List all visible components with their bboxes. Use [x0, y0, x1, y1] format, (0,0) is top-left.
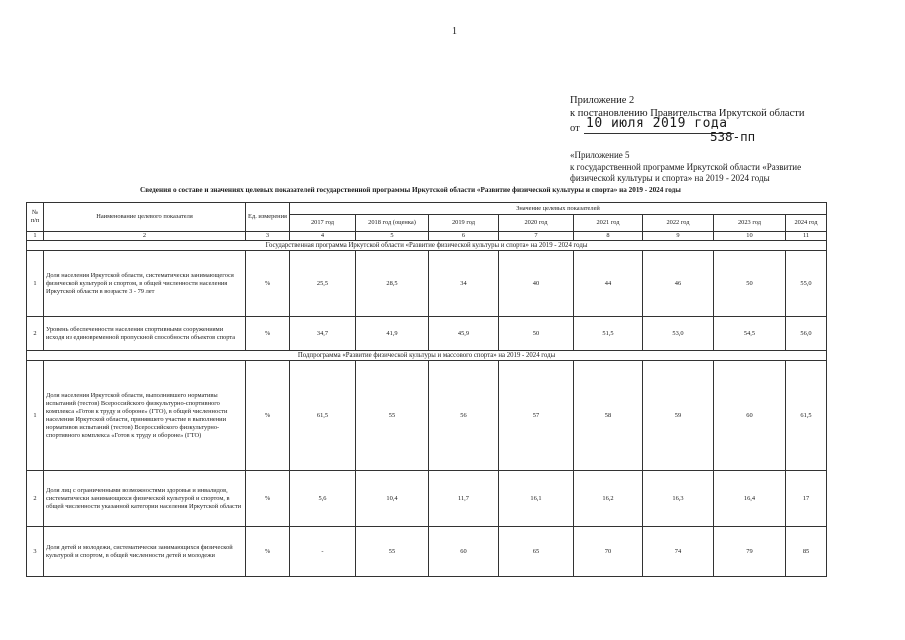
header-values-group: Значение целевых показателей	[290, 203, 827, 215]
section-title: Государственная программа Иркутской области «Развитие физической культуры и спорта» на 2019 - 2024 годы	[27, 241, 827, 251]
indicator-value: 16,1	[499, 471, 574, 527]
header-year: 2022 год	[643, 215, 714, 232]
indicator-value: 11,7	[429, 471, 499, 527]
appendix-title: Приложение 2	[570, 95, 635, 106]
indicator-name: Доля населения Иркутской области, систематически занимающегося физической культурой и спортом, в общей численности населения Иркутской области в возрасте 3 - 79 лет	[44, 251, 246, 317]
header-number: № п/п	[27, 203, 44, 232]
indicator-value: 57	[499, 361, 574, 471]
indicator-value: 60	[714, 361, 786, 471]
indicator-value: 28,5	[356, 251, 429, 317]
sub-appendix-line3: физической культуры и спорта» на 2019 - 2024 годы	[570, 173, 770, 183]
indicator-value: 40	[499, 251, 574, 317]
indicator-value: 17	[786, 471, 827, 527]
column-numbers-row	[27, 232, 827, 241]
header-year: 2019 год	[429, 215, 499, 232]
indicator-unit: %	[246, 527, 290, 577]
row-number: 1	[27, 361, 44, 471]
indicator-value: 56,0	[786, 317, 827, 351]
indicator-value: 16,4	[714, 471, 786, 527]
appendix-number-line	[570, 129, 900, 148]
indicator-name: Доля населения Иркутской области, выполнившего нормативы испытаний (тестов) Всероссийского физкультурно-спортивного комплекса «Готов к труду и обороне» (ГТО), в общей численности населения Иркутской области, принявшего участие в выполнении нормативов испытаний (тестов) Всероссийского физкультурно-спортивного комплекса «Готов к труду и обороне» (ГТО)	[44, 361, 246, 471]
header-year: 2020 год	[499, 215, 574, 232]
indicator-value: 59	[643, 361, 714, 471]
column-number: 3	[246, 232, 290, 241]
column-number: 8	[574, 232, 643, 241]
column-number: 4	[290, 232, 356, 241]
section-title: Подпрограмма «Развитие физической культуры и массового спорта» на 2019 - 2024 годы	[27, 351, 827, 361]
indicator-unit: %	[246, 317, 290, 351]
indicator-value: 25,5	[290, 251, 356, 317]
row-number: 2	[27, 317, 44, 351]
indicator-value: 61,5	[290, 361, 356, 471]
row-number: 1	[27, 251, 44, 317]
header-unit: Ед. измерения	[246, 203, 290, 232]
indicator-value: 56	[429, 361, 499, 471]
indicator-value: 34,7	[290, 317, 356, 351]
indicator-unit: %	[246, 361, 290, 471]
indicator-value: 5,6	[290, 471, 356, 527]
sub-appendix-title: «Приложение 5	[570, 150, 630, 160]
table-row	[27, 361, 827, 471]
header-year: 2018 год (оценка)	[356, 215, 429, 232]
indicator-value: 58	[574, 361, 643, 471]
indicator-value: 50	[499, 317, 574, 351]
column-number: 9	[643, 232, 714, 241]
indicator-value: 46	[643, 251, 714, 317]
section-row-program	[27, 241, 827, 251]
sub-appendix-line2: к государственной программе Иркутской области «Развитие	[570, 161, 802, 172]
indicator-value: 51,5	[574, 317, 643, 351]
indicator-value: 54,5	[714, 317, 786, 351]
indicator-value: 16,3	[643, 471, 714, 527]
table-row	[27, 527, 827, 577]
indicator-value: 61,5	[786, 361, 827, 471]
indicator-name: Доля детей и молодежи, систематически занимающихся физической культурой и спортом, в общей численности детей и молодежи	[44, 527, 246, 577]
header-year: 2023 год	[714, 215, 786, 232]
row-number: 2	[27, 471, 44, 527]
indicator-value: 16,2	[574, 471, 643, 527]
indicator-unit: %	[246, 471, 290, 527]
indicator-value: 10,4	[356, 471, 429, 527]
indicator-value: -	[290, 527, 356, 577]
date-prefix: от	[570, 123, 580, 134]
indicator-value: 53,0	[643, 317, 714, 351]
indicator-name: Доля лиц с ограниченными возможностями здоровья и инвалидов, систематически занимающихся физической культурой и спортом, в общей численности указанной категории населения Иркутской области	[44, 471, 246, 527]
indicator-value: 65	[499, 527, 574, 577]
handwritten-number: 538-пп	[710, 129, 756, 144]
section-row-subprogram	[27, 351, 827, 361]
appendix-block	[570, 94, 900, 185]
table-row	[27, 471, 827, 527]
indicator-unit: %	[246, 251, 290, 317]
indicator-value: 41,9	[356, 317, 429, 351]
table-row	[27, 317, 827, 351]
handwritten-date: 10 июля 2019 года	[586, 116, 728, 131]
indicators-table	[26, 202, 827, 577]
indicator-value: 70	[574, 527, 643, 577]
header-row-1	[27, 203, 827, 215]
column-number: 10	[714, 232, 786, 241]
indicator-value: 55,0	[786, 251, 827, 317]
indicator-value: 55	[356, 361, 429, 471]
column-number: 11	[786, 232, 827, 241]
indicator-value: 45,9	[429, 317, 499, 351]
header-year: 2017 год	[290, 215, 356, 232]
column-number: 2	[44, 232, 246, 241]
indicator-value: 74	[643, 527, 714, 577]
row-number: 3	[27, 527, 44, 577]
indicator-value: 60	[429, 527, 499, 577]
page-number: 1	[452, 26, 457, 37]
table-row	[27, 251, 827, 317]
header-year: 2021 год	[574, 215, 643, 232]
column-number: 5	[356, 232, 429, 241]
column-number: 1	[27, 232, 44, 241]
indicator-value: 55	[356, 527, 429, 577]
indicator-value: 50	[714, 251, 786, 317]
indicator-name: Уровень обеспеченности населения спортивными сооружениями исходя из единовременной пропускной способности объектов спорта	[44, 317, 246, 351]
header-name: Наименование целевого показателя	[44, 203, 246, 232]
column-number: 6	[429, 232, 499, 241]
indicator-value: 44	[574, 251, 643, 317]
appendix-decree-line: к постановлению Правительства Иркутской области	[570, 108, 805, 119]
indicator-value: 79	[714, 527, 786, 577]
column-number: 7	[499, 232, 574, 241]
document-title: Сведения о составе и значениях целевых показателей государственной программы Иркутской области «Развитие физической культуры и спорта» на 2019 - 2024 годы	[140, 186, 681, 194]
indicator-value: 85	[786, 527, 827, 577]
header-year: 2024 год	[786, 215, 827, 232]
indicator-value: 34	[429, 251, 499, 317]
